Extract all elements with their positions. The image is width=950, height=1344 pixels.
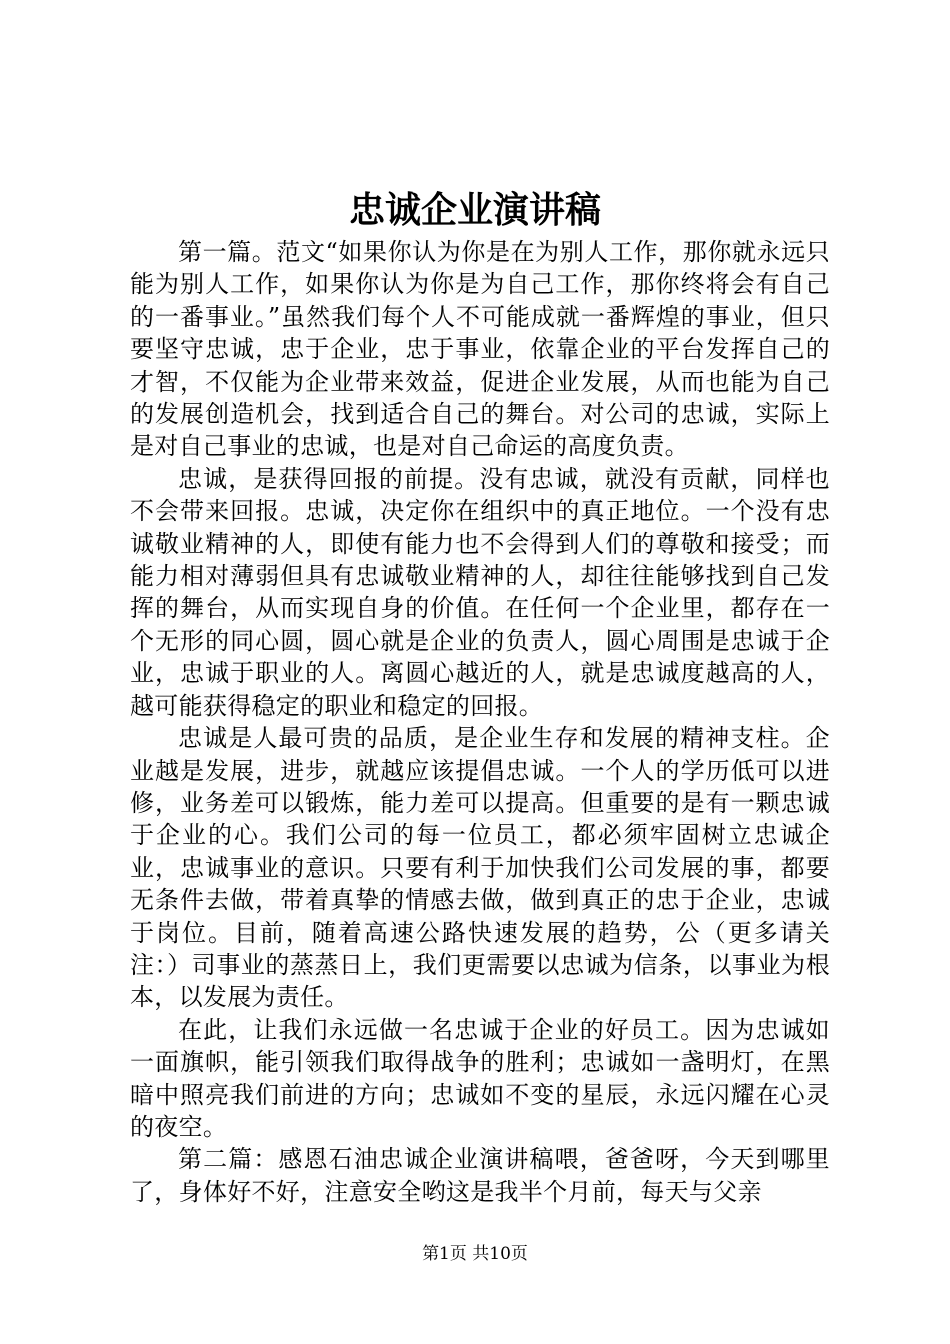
paragraph-1: 第一篇。范文“如果你认为你是在为别人工作，那你就永远只能为别人工作，如果你认为你是为自己工作，那你终将会有自己的一番事业。”虽然我们每个人不可能成就一番辉煌的事业，但只要坚守忠诚，忠于企业，忠于事业，依靠企业的平台发挥自己的才智，不仅能为企业带来效益，促进企业发展，从而也能为自己的发展创造机会，找到适合自己的舞台。对公司的忠诚，实际上是对自己事业的忠诚，也是对自己命运的高度负责。: [130, 238, 830, 461]
paragraph-4: 在此，让我们永远做一名忠诚于企业的好员工。因为忠诚如一面旗帜，能引领我们取得战争的胜利；忠诚如一盏明灯，在黑暗中照亮我们前进的方向；忠诚如不变的星辰，永远闪耀在心灵的夜空。: [130, 1015, 830, 1141]
paragraph-5: 第二篇：感恩石油忠诚企业演讲稿喂，爸爸呀，今天到哪里了，身体好不好，注意安全哟这是我半个月前，每天与父亲: [130, 1145, 830, 1206]
document-title: 忠诚企业演讲稿: [348, 189, 601, 231]
page-footer: 第1页 共10页: [422, 1244, 528, 1264]
paragraph-3: 忠诚是人最可贵的品质，是企业生存和发展的精神支柱。企业越是发展，进步，就越应该提倡忠诚。一个人的学历低可以进修，业务差可以锻炼，能力差可以提高。但重要的是有一颗忠诚于企业的心。我们公司的每一位员工，都必须牢固树立忠诚企业，忠诚事业的意识。只要有利于加快我们公司发展的事，都要无条件去做，带着真挚的情感去做，做到真正的忠于企业，忠诚于岗位。目前，随着高速公路快速发展的趋势，公（更多请关注：）司事业的蒸蒸日上，我们更需要以忠诚为信条，以事业为根本，以发展为责任。: [130, 724, 830, 1012]
document-body: [130, 236, 830, 1208]
paragraph-2: 忠诚，是获得回报的前提。没有忠诚，就没有贡献，同样也不会带来回报。忠诚，决定你在组织中的真正地位。一个没有忠诚敬业精神的人，即使有能力也不会得到人们的尊敬和接受；而能力相对薄弱但具有忠诚敬业精神的人，却往往能够找到自己发挥的舞台，从而实现自身的价值。在任何一个企业里，都存在一个无形的同心圆，圆心就是企业的负责人，圆心周围是忠诚于企业，忠诚于职业的人。离圆心越近的人，就是忠诚度越高的人，越可能获得稳定的职业和稳定的回报。: [130, 464, 830, 720]
